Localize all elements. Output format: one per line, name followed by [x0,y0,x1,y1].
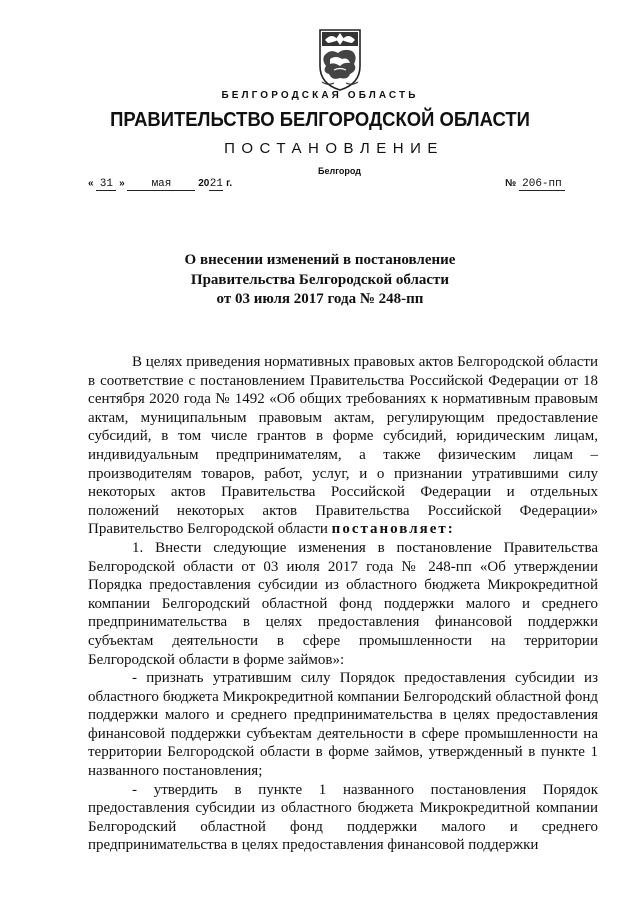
date-month: мая [127,179,195,191]
title-line: О внесении изменений в постановление [184,252,456,268]
city-name: Белгород [318,166,361,176]
decree-date [88,178,232,191]
preamble-text: В целях приведения нормативных правовых актов Белгородской области в соответствие с постановлением Правительства Российской Федерации от 18 сентября 2020 года № 1492 «Об общих требованиях к нормативным правовым актам, муниципальным правовым актам, регулирующим предоставление субсидий, в том числе грантов в форме субсидий, юридическим лицам, индивидуальным предпринимателям, а также физическим лицам – производителям товаров, работ, услуг, и о признании утратившими силу некоторых актов Правительства Российской Федерации и отдельных положений некоторых актов Правительства Российской Федерации» Правительство Белгородской области [88,354,598,538]
date-year-suffix: 21 [209,178,223,190]
date-close-quote: » [119,178,125,189]
date-open-quote: « [88,178,94,189]
number-label: № [505,178,517,189]
preamble-paragraph [88,353,598,539]
document-title [0,251,640,310]
region-name: БЕЛГОРОДСКАЯ ОБЛАСТЬ [221,90,419,101]
date-day: 31 [96,179,116,191]
item-bullet-paragraph: - утвердить в пункте 1 названного постановления Порядок предоставления субсидии из областного бюджета Микрокредитной компании Белгородский областной фонд поддержки малого и среднего предпринимательства в целях предоставления финансовой поддержки [88,781,598,854]
number-value: 206-пп [519,179,565,191]
title-line: от 03 июля 2017 года № 248-пп [216,291,424,307]
document-body [88,353,598,855]
government-name: ПРАВИТЕЛЬСТВО БЕЛГОРОДСКОЙ ОБЛАСТИ [110,108,530,131]
decree-number [505,178,565,191]
item-bullet-paragraph: - признать утратившим силу Порядок предоставления субсидии из областного бюджета Микрокредитной компании Белгородский областной фонд поддержки малого и среднего предпринимательства в целях предоставления финансовой поддержки субъектам деятельности в сфере промышленности на территории Белгородской области в форме займов, утвержденный в пункте 1 названного постановления; [88,670,598,780]
date-year-prefix: 20 [198,178,210,189]
item-1-paragraph: 1. Внести следующие изменения в постановление Правительства Белгородской области от 03 июля 2017 года № 248-пп «Об утверждении Порядка предоставления субсидии из областного бюджета Микрокредитной компании Белгородский областной фонд поддержки малого и среднего предпринимательства в целях предоставления финансовой поддержки субъектам деятельности в сфере промышленности на территории Белгородской области в форме займов»: [88,539,598,668]
date-year-abbr: г. [226,178,233,189]
resolution-word: постановляет: [331,521,455,538]
document-type: ПОСТАНОВЛЕНИЕ [224,140,444,157]
title-line: Правительства Белгородской области [190,271,450,288]
coat-of-arms-icon [314,26,366,92]
